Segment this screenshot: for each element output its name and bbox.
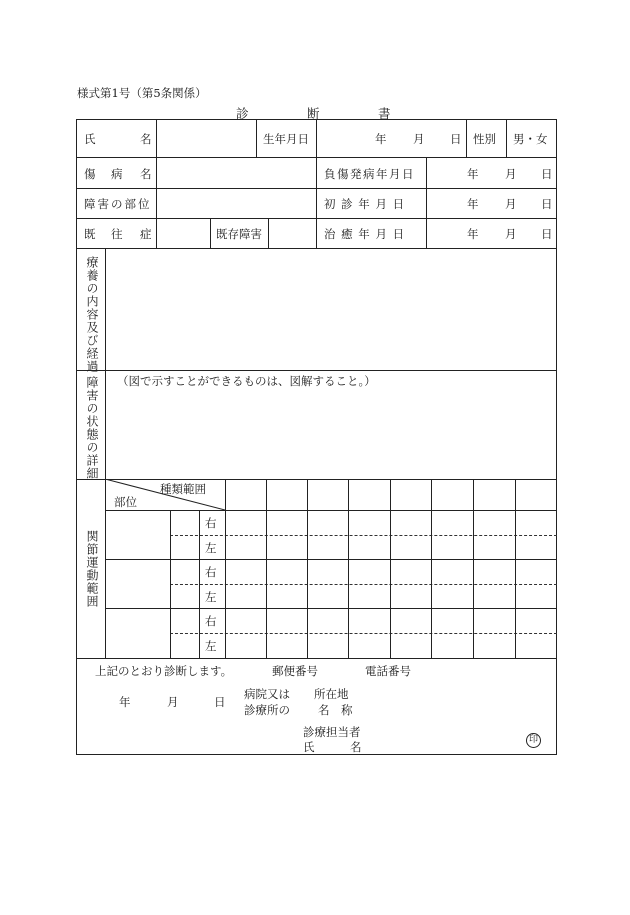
- seal-mark: 印: [526, 733, 541, 748]
- col-divider: [256, 119, 257, 157]
- col-divider: [210, 218, 211, 248]
- form-number: 様式第1号（第5条関係）: [77, 86, 207, 100]
- rom-row-divider: [105, 608, 557, 609]
- statement-text: 上記のとおり診断します。: [95, 664, 233, 678]
- rom-dashed-divider: [170, 535, 557, 536]
- rom-col-divider: [307, 479, 308, 658]
- hospital-label-line2: 診療所の: [244, 703, 290, 717]
- sex-label: 性別: [473, 132, 496, 146]
- history-label-3: 症: [140, 227, 152, 241]
- col-divider: [156, 157, 157, 248]
- phone-label: 電話番号: [365, 664, 411, 678]
- injury-label-2: 病: [111, 167, 123, 181]
- first-visit-label: 初 診 年 月 日: [324, 197, 406, 211]
- rom-left-label-3: 左: [205, 639, 217, 653]
- rom-col-divider: [390, 479, 391, 658]
- rom-col-divider: [170, 510, 171, 658]
- issue-day-unit: 日: [214, 695, 226, 709]
- rom-col-divider: [348, 479, 349, 658]
- condition-label: 障害の状態の詳細: [85, 376, 99, 480]
- rom-col-divider: [225, 479, 226, 658]
- row-divider: [76, 248, 557, 249]
- cure-date-label: 治 癒 年 月 日: [324, 227, 406, 241]
- issue-year-unit: 年: [119, 695, 131, 709]
- rom-right-label-3: 右: [205, 614, 217, 628]
- title-char-3: 書: [378, 106, 391, 121]
- col-divider: [506, 119, 507, 157]
- hospital-label-line1: 病院又は: [244, 687, 290, 701]
- first-visit-year-unit: 年: [467, 197, 479, 211]
- issue-month-unit: 月: [167, 695, 179, 709]
- label-column-divider: [105, 248, 106, 658]
- first-visit-day-unit: 日: [541, 197, 553, 211]
- rom-left-label-1: 左: [205, 541, 217, 555]
- doctor-label: 診療担当者: [303, 725, 361, 739]
- injury-month-unit: 月: [505, 167, 517, 181]
- doctor-name-label-2: 名: [350, 740, 362, 754]
- first-visit-month-unit: 月: [505, 197, 517, 211]
- rom-header-bottom: 部位: [114, 495, 137, 509]
- sex-options: 男・女: [513, 132, 548, 146]
- doctor-name-label-1: 氏: [303, 740, 315, 754]
- cure-day-unit: 日: [541, 227, 553, 241]
- col-divider: [426, 157, 427, 248]
- injury-date-label: 負傷発病年月日: [324, 167, 415, 181]
- rom-col-divider: [431, 479, 432, 658]
- cure-month-unit: 月: [505, 227, 517, 241]
- title-char-2: 断: [307, 106, 320, 121]
- cure-year-unit: 年: [467, 227, 479, 241]
- injury-label-3: 名: [140, 167, 152, 181]
- col-divider: [156, 119, 157, 157]
- disability-site-label: 障害の部位: [84, 197, 152, 211]
- rom-dashed-divider: [170, 633, 557, 634]
- rom-right-label-1: 右: [205, 516, 217, 530]
- address-label: 所在地: [314, 687, 349, 701]
- rom-col-divider: [199, 510, 200, 658]
- col-divider: [268, 218, 269, 248]
- birth-month-unit: 月: [413, 132, 425, 146]
- history-label-1: 既: [84, 227, 96, 241]
- rom-col-divider: [266, 479, 267, 658]
- row-divider: [76, 658, 557, 659]
- facility-name-label: 名 称: [318, 703, 353, 717]
- birth-day-unit: 日: [450, 132, 462, 146]
- postal-code-label: 郵便番号: [272, 664, 318, 678]
- rom-row-divider: [105, 559, 557, 560]
- row-divider: [76, 370, 557, 371]
- rom-col-divider: [515, 479, 516, 658]
- injury-year-unit: 年: [467, 167, 479, 181]
- existing-disability-label: 既存障害: [216, 227, 262, 241]
- rom-dashed-divider: [170, 584, 557, 585]
- injury-day-unit: 日: [541, 167, 553, 181]
- rom-left-label-2: 左: [205, 590, 217, 604]
- col-divider: [466, 119, 467, 157]
- col-divider: [316, 157, 317, 248]
- rom-label: 関節運動範囲: [85, 530, 99, 608]
- name-label-2: 名: [140, 132, 152, 146]
- rom-col-divider: [473, 479, 474, 658]
- injury-label-1: 傷: [84, 167, 96, 181]
- rom-right-label-2: 右: [205, 565, 217, 579]
- rom-header-top: 種類範囲: [160, 482, 206, 496]
- birth-date-label: 生年月日: [263, 132, 309, 146]
- condition-note: （図で示すことができるものは、図解すること。）: [117, 374, 376, 388]
- col-divider: [316, 119, 317, 157]
- title-char-1: 診: [236, 106, 249, 121]
- birth-year-unit: 年: [375, 132, 387, 146]
- history-label-2: 往: [111, 227, 123, 241]
- treatment-label: 療養の内容及び経過: [85, 256, 99, 373]
- name-label-1: 氏: [84, 132, 96, 146]
- rom-row-divider: [105, 510, 557, 511]
